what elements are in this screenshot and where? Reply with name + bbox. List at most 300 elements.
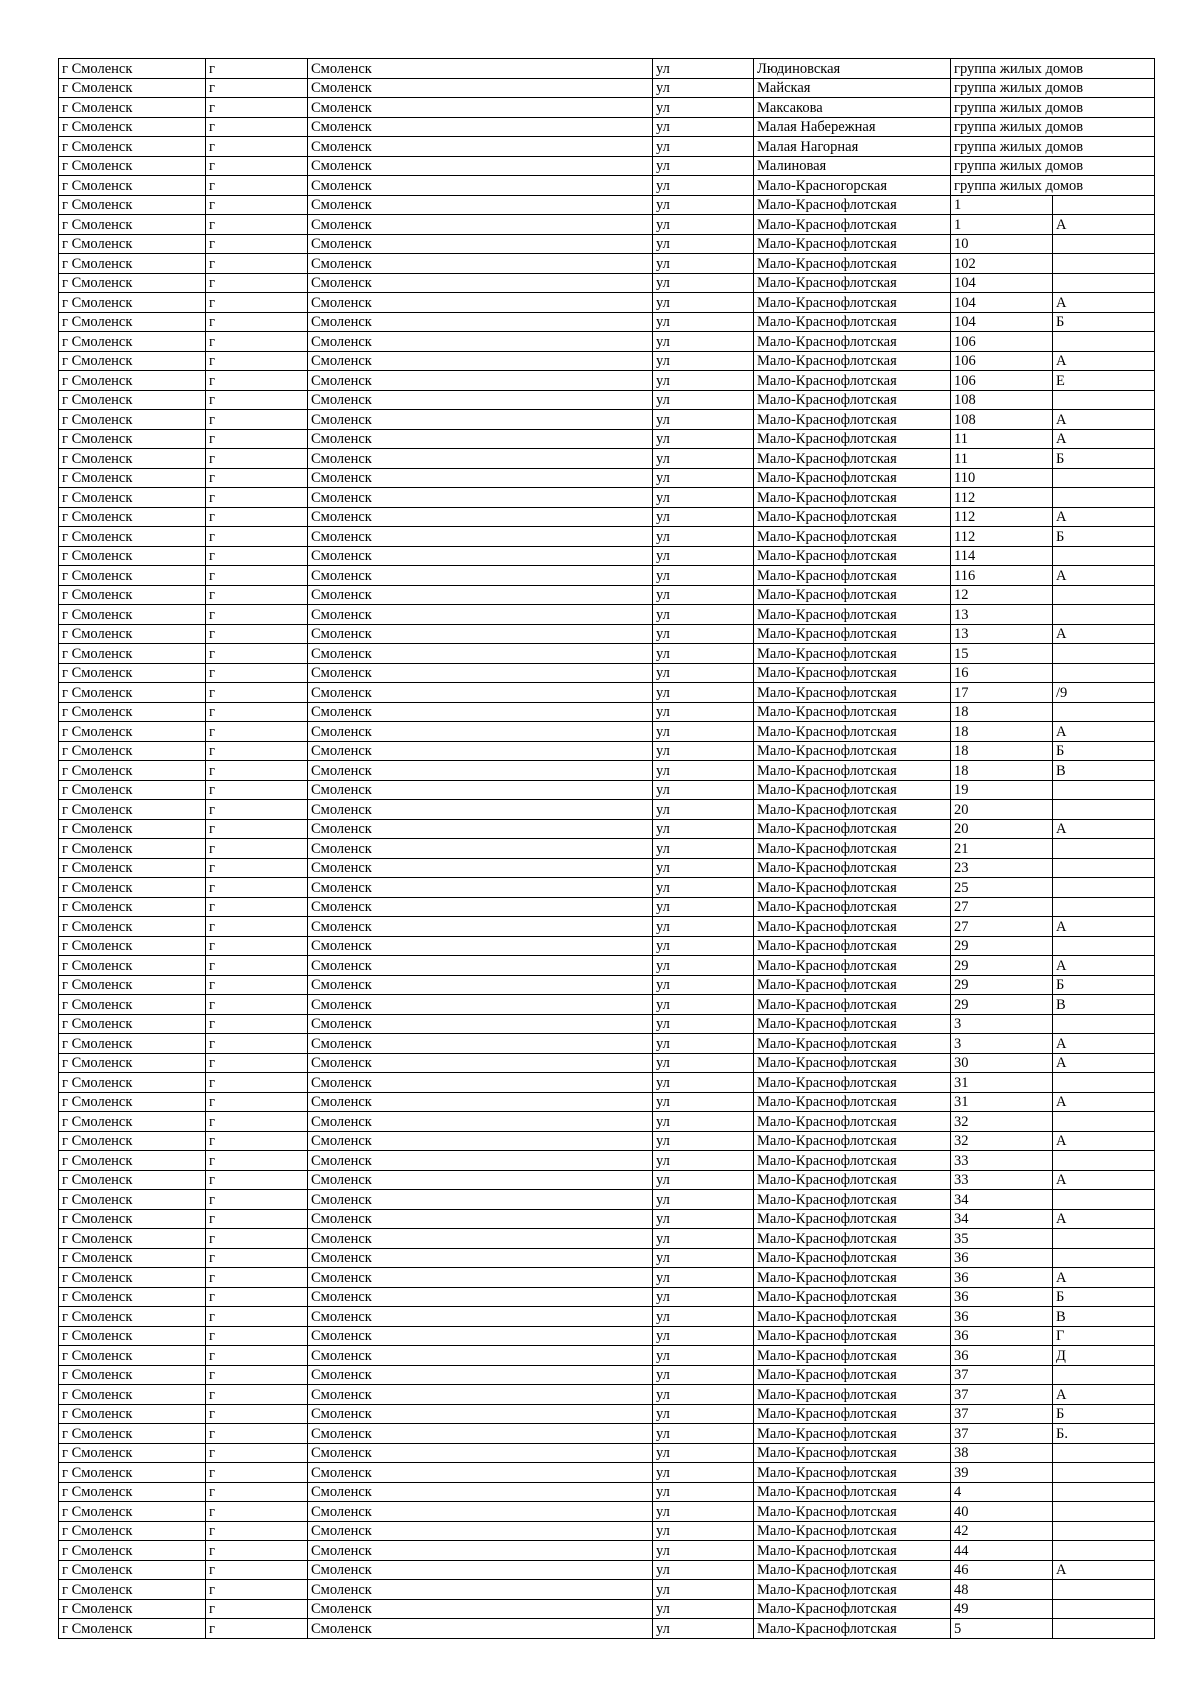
- region-cell: г Смоленск: [59, 702, 206, 722]
- locality-type-cell: г: [206, 488, 308, 508]
- table-row: [59, 156, 1155, 176]
- region-cell: г Смоленск: [59, 1170, 206, 1190]
- street-name-cell: Мало-Краснофлотская: [754, 644, 951, 664]
- building-suffix-cell: А: [1053, 1053, 1155, 1073]
- region-cell: г Смоленск: [59, 897, 206, 917]
- street-type-cell: ул: [653, 156, 754, 176]
- city-cell: Смоленск: [308, 59, 653, 79]
- street-name-cell: Мало-Краснофлотская: [754, 507, 951, 527]
- street-type-cell: ул: [653, 1521, 754, 1541]
- street-type-cell: ул: [653, 1385, 754, 1405]
- house-number-cell: 46: [951, 1560, 1053, 1580]
- locality-type-cell: г: [206, 351, 308, 371]
- house-number-cell: 18: [951, 761, 1053, 781]
- street-type-cell: ул: [653, 527, 754, 547]
- house-number-cell: 33: [951, 1170, 1053, 1190]
- building-suffix-cell: [1053, 897, 1155, 917]
- house-number-cell: 31: [951, 1073, 1053, 1093]
- street-type-cell: ул: [653, 507, 754, 527]
- locality-type-cell: г: [206, 390, 308, 410]
- street-name-cell: Мало-Краснофлотская: [754, 351, 951, 371]
- building-suffix-cell: Е: [1053, 371, 1155, 391]
- house-number-cell: 114: [951, 546, 1053, 566]
- street-type-cell: ул: [653, 897, 754, 917]
- street-name-cell: Мало-Краснофлотская: [754, 1307, 951, 1327]
- locality-type-cell: г: [206, 254, 308, 274]
- building-suffix-cell: [1053, 858, 1155, 878]
- street-name-cell: Мало-Краснофлотская: [754, 332, 951, 352]
- city-cell: Смоленск: [308, 1287, 653, 1307]
- house-number-cell: 36: [951, 1248, 1053, 1268]
- building-suffix-cell: [1053, 780, 1155, 800]
- locality-type-cell: г: [206, 1560, 308, 1580]
- city-cell: Смоленск: [308, 78, 653, 98]
- locality-type-cell: г: [206, 917, 308, 937]
- region-cell: г Смоленск: [59, 137, 206, 157]
- city-cell: Смоленск: [308, 1463, 653, 1483]
- house-number-cell: 18: [951, 722, 1053, 742]
- region-cell: г Смоленск: [59, 878, 206, 898]
- city-cell: Смоленск: [308, 1580, 653, 1600]
- table-row: [59, 1131, 1155, 1151]
- city-cell: Смоленск: [308, 429, 653, 449]
- house-number-cell: 36: [951, 1268, 1053, 1288]
- street-name-cell: Мало-Краснофлотская: [754, 195, 951, 215]
- street-type-cell: ул: [653, 1190, 754, 1210]
- city-cell: Смоленск: [308, 1307, 653, 1327]
- house-number-cell: 104: [951, 273, 1053, 293]
- street-name-cell: Мало-Краснофлотская: [754, 1131, 951, 1151]
- locality-type-cell: г: [206, 1443, 308, 1463]
- house-number-cell: 112: [951, 488, 1053, 508]
- table-row: [59, 585, 1155, 605]
- table-row: [59, 605, 1155, 625]
- table-row: [59, 429, 1155, 449]
- street-name-cell: Мало-Краснофлотская: [754, 1599, 951, 1619]
- house-number-cell: 37: [951, 1404, 1053, 1424]
- locality-type-cell: г: [206, 1034, 308, 1054]
- house-number-cell: группа жилых домов: [951, 176, 1155, 196]
- street-type-cell: ул: [653, 995, 754, 1015]
- building-suffix-cell: [1053, 488, 1155, 508]
- street-type-cell: ул: [653, 1502, 754, 1522]
- street-name-cell: Мало-Краснофлотская: [754, 527, 951, 547]
- region-cell: г Смоленск: [59, 293, 206, 313]
- building-suffix-cell: [1053, 702, 1155, 722]
- locality-type-cell: г: [206, 332, 308, 352]
- table-row: [59, 878, 1155, 898]
- city-cell: Смоленск: [308, 644, 653, 664]
- street-type-cell: ул: [653, 1482, 754, 1502]
- locality-type-cell: г: [206, 98, 308, 118]
- locality-type-cell: г: [206, 1580, 308, 1600]
- city-cell: Смоленск: [308, 839, 653, 859]
- street-type-cell: ул: [653, 273, 754, 293]
- building-suffix-cell: А: [1053, 1092, 1155, 1112]
- locality-type-cell: г: [206, 1014, 308, 1034]
- city-cell: Смоленск: [308, 176, 653, 196]
- city-cell: Смоленск: [308, 897, 653, 917]
- street-name-cell: Мало-Краснофлотская: [754, 429, 951, 449]
- locality-type-cell: г: [206, 1131, 308, 1151]
- street-type-cell: ул: [653, 741, 754, 761]
- street-name-cell: Мало-Краснофлотская: [754, 410, 951, 430]
- house-number-cell: группа жилых домов: [951, 137, 1155, 157]
- house-number-cell: 112: [951, 507, 1053, 527]
- street-type-cell: ул: [653, 1346, 754, 1366]
- street-name-cell: Мало-Краснофлотская: [754, 1034, 951, 1054]
- city-cell: Смоленск: [308, 1404, 653, 1424]
- house-number-cell: 38: [951, 1443, 1053, 1463]
- street-type-cell: ул: [653, 1229, 754, 1249]
- building-suffix-cell: [1053, 1482, 1155, 1502]
- locality-type-cell: г: [206, 1209, 308, 1229]
- street-name-cell: Мало-Краснофлотская: [754, 1346, 951, 1366]
- table-row: [59, 59, 1155, 79]
- street-type-cell: ул: [653, 1053, 754, 1073]
- building-suffix-cell: А: [1053, 429, 1155, 449]
- house-number-cell: 112: [951, 527, 1053, 547]
- building-suffix-cell: [1053, 839, 1155, 859]
- house-number-cell: 106: [951, 371, 1053, 391]
- street-name-cell: Мало-Краснофлотская: [754, 605, 951, 625]
- street-name-cell: Мало-Краснофлотская: [754, 741, 951, 761]
- locality-type-cell: г: [206, 897, 308, 917]
- building-suffix-cell: [1053, 878, 1155, 898]
- house-number-cell: 36: [951, 1346, 1053, 1366]
- street-name-cell: Мало-Краснофлотская: [754, 390, 951, 410]
- city-cell: Смоленск: [308, 780, 653, 800]
- city-cell: Смоленск: [308, 1443, 653, 1463]
- locality-type-cell: г: [206, 819, 308, 839]
- table-row: [59, 936, 1155, 956]
- building-suffix-cell: А: [1053, 722, 1155, 742]
- locality-type-cell: г: [206, 761, 308, 781]
- locality-type-cell: г: [206, 858, 308, 878]
- street-name-cell: Малая Набережная: [754, 117, 951, 137]
- table-row: [59, 1190, 1155, 1210]
- street-type-cell: ул: [653, 1365, 754, 1385]
- region-cell: г Смоленск: [59, 644, 206, 664]
- street-type-cell: ул: [653, 819, 754, 839]
- street-name-cell: Мало-Краснофлотская: [754, 917, 951, 937]
- street-type-cell: ул: [653, 254, 754, 274]
- table-row: [59, 1307, 1155, 1327]
- house-number-cell: 32: [951, 1131, 1053, 1151]
- building-suffix-cell: В: [1053, 761, 1155, 781]
- house-number-cell: 23: [951, 858, 1053, 878]
- building-suffix-cell: А: [1053, 293, 1155, 313]
- house-number-cell: 5: [951, 1619, 1053, 1639]
- region-cell: г Смоленск: [59, 98, 206, 118]
- street-name-cell: Мало-Краснофлотская: [754, 585, 951, 605]
- building-suffix-cell: [1053, 663, 1155, 683]
- locality-type-cell: г: [206, 234, 308, 254]
- house-number-cell: 108: [951, 390, 1053, 410]
- street-type-cell: ул: [653, 936, 754, 956]
- building-suffix-cell: А: [1053, 566, 1155, 586]
- building-suffix-cell: А: [1053, 1385, 1155, 1405]
- street-name-cell: Мало-Краснофлотская: [754, 800, 951, 820]
- locality-type-cell: г: [206, 878, 308, 898]
- house-number-cell: группа жилых домов: [951, 98, 1155, 118]
- locality-type-cell: г: [206, 507, 308, 527]
- street-name-cell: Мало-Краснофлотская: [754, 1190, 951, 1210]
- street-type-cell: ул: [653, 1580, 754, 1600]
- house-number-cell: группа жилых домов: [951, 156, 1155, 176]
- city-cell: Смоленск: [308, 936, 653, 956]
- region-cell: г Смоленск: [59, 624, 206, 644]
- city-cell: Смоленск: [308, 1385, 653, 1405]
- city-cell: Смоленск: [308, 702, 653, 722]
- street-name-cell: Мало-Краснофлотская: [754, 234, 951, 254]
- region-cell: г Смоленск: [59, 1502, 206, 1522]
- region-cell: г Смоленск: [59, 761, 206, 781]
- street-name-cell: Мало-Краснофлотская: [754, 1326, 951, 1346]
- table-row: [59, 1170, 1155, 1190]
- region-cell: г Смоленск: [59, 975, 206, 995]
- street-type-cell: ул: [653, 683, 754, 703]
- region-cell: г Смоленск: [59, 546, 206, 566]
- locality-type-cell: г: [206, 1248, 308, 1268]
- region-cell: г Смоленск: [59, 1034, 206, 1054]
- building-suffix-cell: [1053, 254, 1155, 274]
- city-cell: Смоленск: [308, 1053, 653, 1073]
- table-row: [59, 800, 1155, 820]
- street-name-cell: Мало-Краснофлотская: [754, 215, 951, 235]
- city-cell: Смоленск: [308, 156, 653, 176]
- city-cell: Смоленск: [308, 1112, 653, 1132]
- city-cell: Смоленск: [308, 663, 653, 683]
- locality-type-cell: г: [206, 1521, 308, 1541]
- locality-type-cell: г: [206, 1365, 308, 1385]
- city-cell: Смоленск: [308, 527, 653, 547]
- table-row: [59, 468, 1155, 488]
- region-cell: г Смоленск: [59, 1463, 206, 1483]
- table-row: [59, 624, 1155, 644]
- building-suffix-cell: А: [1053, 1170, 1155, 1190]
- street-type-cell: ул: [653, 488, 754, 508]
- region-cell: г Смоленск: [59, 605, 206, 625]
- house-number-cell: 31: [951, 1092, 1053, 1112]
- locality-type-cell: г: [206, 1424, 308, 1444]
- street-type-cell: ул: [653, 1619, 754, 1639]
- street-type-cell: ул: [653, 117, 754, 137]
- region-cell: г Смоленск: [59, 722, 206, 742]
- table-row: [59, 488, 1155, 508]
- street-name-cell: Мало-Краснофлотская: [754, 1502, 951, 1522]
- street-name-cell: Мало-Краснофлотская: [754, 1092, 951, 1112]
- street-name-cell: Мало-Краснофлотская: [754, 1619, 951, 1639]
- street-name-cell: Мало-Краснофлотская: [754, 1580, 951, 1600]
- building-suffix-cell: А: [1053, 1209, 1155, 1229]
- table-row: [59, 312, 1155, 332]
- house-number-cell: 102: [951, 254, 1053, 274]
- street-type-cell: ул: [653, 1599, 754, 1619]
- locality-type-cell: г: [206, 78, 308, 98]
- house-number-cell: 32: [951, 1112, 1053, 1132]
- table-row: [59, 1034, 1155, 1054]
- house-number-cell: 16: [951, 663, 1053, 683]
- region-cell: г Смоленск: [59, 1112, 206, 1132]
- locality-type-cell: г: [206, 605, 308, 625]
- city-cell: Смоленск: [308, 1151, 653, 1171]
- locality-type-cell: г: [206, 683, 308, 703]
- city-cell: Смоленск: [308, 1268, 653, 1288]
- house-number-cell: 29: [951, 936, 1053, 956]
- house-number-cell: 36: [951, 1326, 1053, 1346]
- locality-type-cell: г: [206, 663, 308, 683]
- building-suffix-cell: В: [1053, 995, 1155, 1015]
- locality-type-cell: г: [206, 410, 308, 430]
- building-suffix-cell: [1053, 546, 1155, 566]
- table-row: [59, 995, 1155, 1015]
- building-suffix-cell: [1053, 390, 1155, 410]
- building-suffix-cell: А: [1053, 1131, 1155, 1151]
- table-row: [59, 1248, 1155, 1268]
- city-cell: Смоленск: [308, 683, 653, 703]
- table-row: [59, 546, 1155, 566]
- city-cell: Смоленск: [308, 1209, 653, 1229]
- house-number-cell: 34: [951, 1190, 1053, 1210]
- street-name-cell: Мало-Краснофлотская: [754, 1541, 951, 1561]
- locality-type-cell: г: [206, 975, 308, 995]
- city-cell: Смоленск: [308, 1365, 653, 1385]
- street-type-cell: ул: [653, 624, 754, 644]
- street-type-cell: ул: [653, 1092, 754, 1112]
- region-cell: г Смоленск: [59, 1092, 206, 1112]
- street-type-cell: ул: [653, 1541, 754, 1561]
- region-cell: г Смоленск: [59, 1131, 206, 1151]
- region-cell: г Смоленск: [59, 1424, 206, 1444]
- table-row: [59, 195, 1155, 215]
- building-suffix-cell: [1053, 1580, 1155, 1600]
- building-suffix-cell: А: [1053, 410, 1155, 430]
- region-cell: г Смоленск: [59, 1287, 206, 1307]
- region-cell: г Смоленск: [59, 273, 206, 293]
- table-row: [59, 1521, 1155, 1541]
- building-suffix-cell: [1053, 1151, 1155, 1171]
- street-name-cell: Майская: [754, 78, 951, 98]
- house-number-cell: 19: [951, 780, 1053, 800]
- street-type-cell: ул: [653, 293, 754, 313]
- region-cell: г Смоленск: [59, 1521, 206, 1541]
- building-suffix-cell: [1053, 936, 1155, 956]
- region-cell: г Смоленск: [59, 1248, 206, 1268]
- house-number-cell: 13: [951, 605, 1053, 625]
- street-type-cell: ул: [653, 1404, 754, 1424]
- region-cell: г Смоленск: [59, 390, 206, 410]
- table-row: [59, 683, 1155, 703]
- street-name-cell: Мало-Краснофлотская: [754, 1268, 951, 1288]
- region-cell: г Смоленск: [59, 371, 206, 391]
- city-cell: Смоленск: [308, 273, 653, 293]
- region-cell: г Смоленск: [59, 936, 206, 956]
- city-cell: Смоленск: [308, 858, 653, 878]
- region-cell: г Смоленск: [59, 585, 206, 605]
- region-cell: г Смоленск: [59, 995, 206, 1015]
- locality-type-cell: г: [206, 1404, 308, 1424]
- building-suffix-cell: Б: [1053, 312, 1155, 332]
- house-number-cell: 27: [951, 897, 1053, 917]
- street-type-cell: ул: [653, 78, 754, 98]
- city-cell: Смоленск: [308, 1248, 653, 1268]
- region-cell: г Смоленск: [59, 1229, 206, 1249]
- locality-type-cell: г: [206, 1073, 308, 1093]
- street-type-cell: ул: [653, 137, 754, 157]
- table-row: [59, 702, 1155, 722]
- street-name-cell: Мало-Краснофлотская: [754, 1112, 951, 1132]
- street-type-cell: ул: [653, 390, 754, 410]
- street-name-cell: Мало-Краснофлотская: [754, 878, 951, 898]
- table-row: [59, 819, 1155, 839]
- table-row: [59, 137, 1155, 157]
- city-cell: Смоленск: [308, 1092, 653, 1112]
- table-row: [59, 1229, 1155, 1249]
- street-name-cell: Мало-Краснофлотская: [754, 293, 951, 313]
- street-type-cell: ул: [653, 800, 754, 820]
- street-type-cell: ул: [653, 215, 754, 235]
- region-cell: г Смоленск: [59, 1619, 206, 1639]
- street-type-cell: ул: [653, 858, 754, 878]
- city-cell: Смоленск: [308, 254, 653, 274]
- house-number-cell: 104: [951, 293, 1053, 313]
- building-suffix-cell: Б: [1053, 1404, 1155, 1424]
- street-name-cell: Мало-Краснофлотская: [754, 1404, 951, 1424]
- street-name-cell: Мало-Краснофлотская: [754, 566, 951, 586]
- region-cell: г Смоленск: [59, 741, 206, 761]
- city-cell: Смоленск: [308, 1131, 653, 1151]
- street-type-cell: ул: [653, 1073, 754, 1093]
- street-type-cell: ул: [653, 176, 754, 196]
- locality-type-cell: г: [206, 1619, 308, 1639]
- house-number-cell: группа жилых домов: [951, 78, 1155, 98]
- house-number-cell: 36: [951, 1307, 1053, 1327]
- locality-type-cell: г: [206, 1502, 308, 1522]
- region-cell: г Смоленск: [59, 1346, 206, 1366]
- city-cell: Смоленск: [308, 410, 653, 430]
- street-type-cell: ул: [653, 312, 754, 332]
- table-row: [59, 1443, 1155, 1463]
- building-suffix-cell: [1053, 605, 1155, 625]
- street-type-cell: ул: [653, 351, 754, 371]
- table-row: [59, 1541, 1155, 1561]
- street-name-cell: Мало-Краснофлотская: [754, 1151, 951, 1171]
- table-row: [59, 1619, 1155, 1639]
- house-number-cell: 3: [951, 1014, 1053, 1034]
- region-cell: г Смоленск: [59, 1443, 206, 1463]
- table-row: [59, 1073, 1155, 1093]
- locality-type-cell: г: [206, 156, 308, 176]
- locality-type-cell: г: [206, 1326, 308, 1346]
- street-name-cell: Мало-Краснофлотская: [754, 975, 951, 995]
- building-suffix-cell: /9: [1053, 683, 1155, 703]
- city-cell: Смоленск: [308, 917, 653, 937]
- region-cell: г Смоленск: [59, 59, 206, 79]
- region-cell: г Смоленск: [59, 78, 206, 98]
- city-cell: Смоленск: [308, 722, 653, 742]
- table-row: [59, 1482, 1155, 1502]
- region-cell: г Смоленск: [59, 917, 206, 937]
- street-name-cell: Мало-Краснофлотская: [754, 936, 951, 956]
- table-row: [59, 78, 1155, 98]
- building-suffix-cell: [1053, 1599, 1155, 1619]
- locality-type-cell: г: [206, 1268, 308, 1288]
- building-suffix-cell: Г: [1053, 1326, 1155, 1346]
- locality-type-cell: г: [206, 176, 308, 196]
- street-type-cell: ул: [653, 429, 754, 449]
- street-type-cell: ул: [653, 702, 754, 722]
